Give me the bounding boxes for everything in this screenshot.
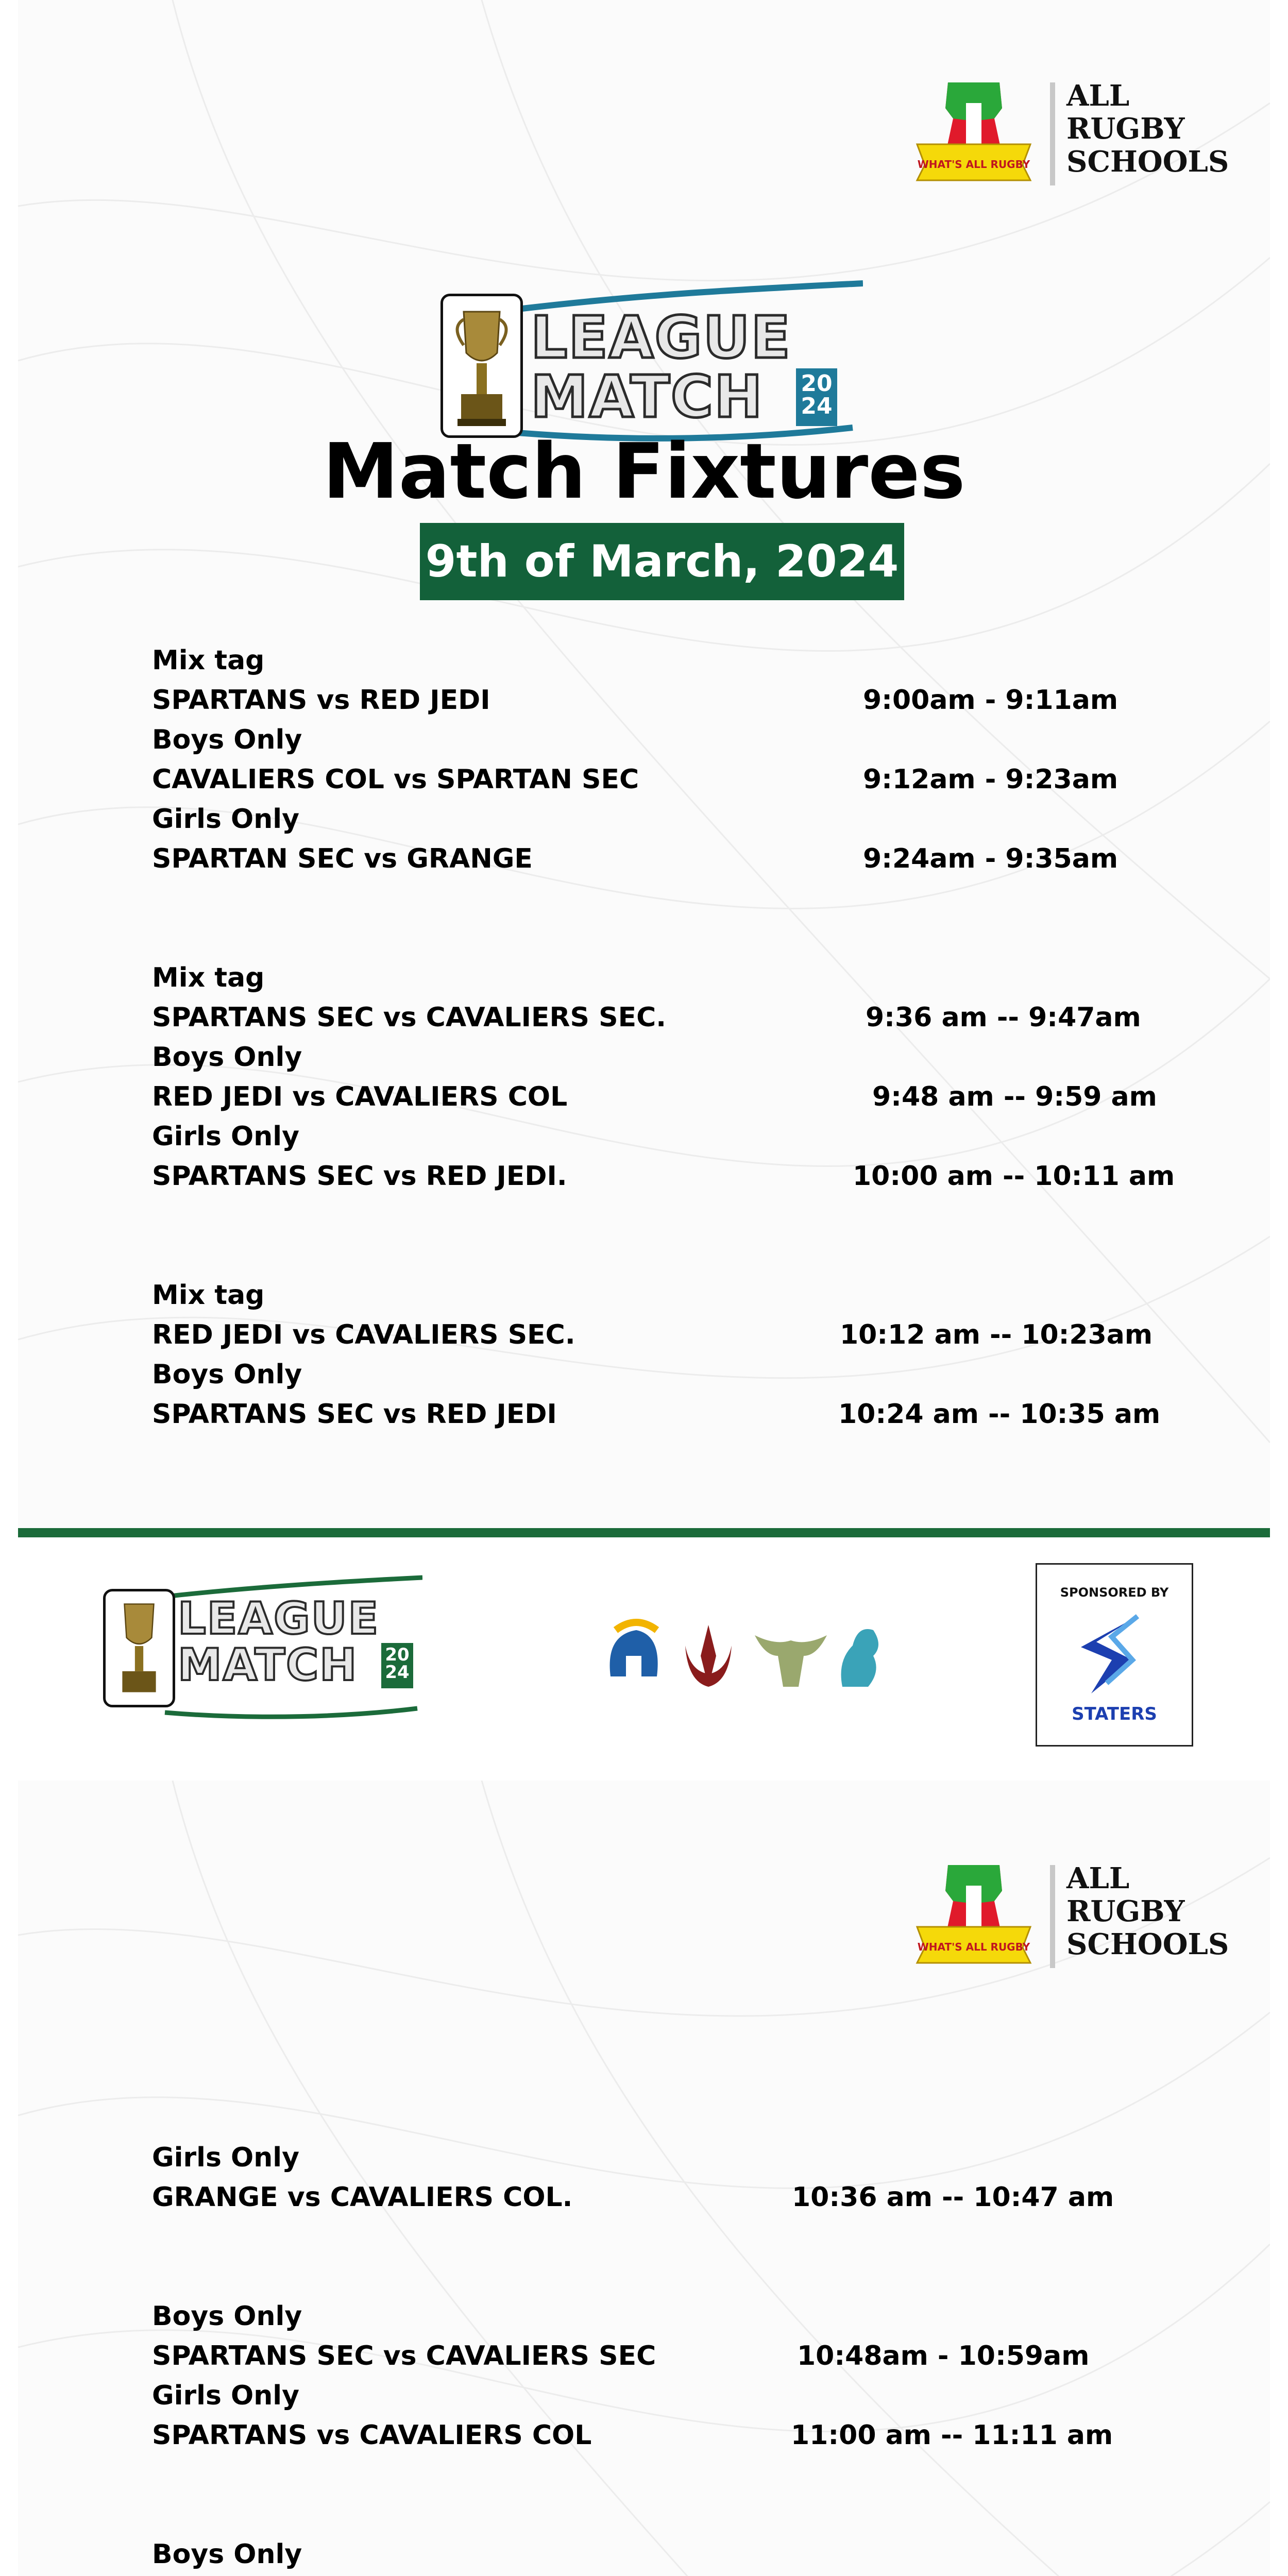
page-title: Match Fixtures: [323, 427, 965, 516]
fixture-label: Mix tag: [152, 1280, 265, 1311]
fixture-label: Boys Only: [152, 1359, 302, 1390]
all-rugby-schools-logo: [912, 1855, 1229, 1973]
fixture-time: 10:00 am -- 10:11 am: [853, 1161, 1175, 1192]
trophy-icon: [443, 296, 520, 435]
fixture-label: Mix tag: [152, 962, 265, 993]
footer-1: [18, 1537, 1270, 1782]
footer-league-logo: [103, 1573, 422, 1728]
fixture-match: SPARTANS SEC vs RED JEDI.: [152, 1161, 567, 1192]
sponsor-name: STATERS: [1072, 1704, 1157, 1724]
fixtures-page-1: [18, 0, 1270, 1528]
bull-skull-icon: [755, 1635, 827, 1687]
year-bottom: 24: [385, 1662, 410, 1683]
fixture-time: 9:12am - 9:23am: [863, 764, 1118, 795]
fixture-label: Boys Only: [152, 724, 302, 755]
spartan-helmet-icon: [610, 1622, 658, 1676]
year-bottom: 24: [801, 393, 833, 419]
logo-text: [1066, 79, 1229, 178]
match-word: MATCH: [531, 364, 764, 431]
fixture-label: Girls Only: [152, 1121, 299, 1152]
fixture-time: 9:24am - 9:35am: [863, 843, 1118, 874]
logo-divider: [1050, 82, 1055, 185]
fixture-match: SPARTANS SEC vs CAVALIERS SEC.: [152, 1002, 667, 1033]
logo-text: [1066, 1862, 1229, 1961]
fixtures-page-2: [18, 1781, 1270, 2576]
logo-line-3: SCHOOLS: [1066, 1927, 1229, 1961]
league-match-logo: [440, 278, 863, 448]
fixture-time: 10:24 am -- 10:35 am: [838, 1399, 1161, 1430]
crest-banner-text: WHAT'S ALL RUGBY: [917, 158, 1030, 171]
crest-banner-text: WHAT'S ALL RUGBY: [917, 1941, 1030, 1953]
fixture-label: Mix tag: [152, 645, 265, 676]
fixture-match: SPARTANS vs RED JEDI: [152, 685, 490, 716]
year-top: 20: [385, 1645, 410, 1665]
fixture-time: 10:36 am -- 10:47 am: [792, 2182, 1114, 2213]
crest-icon: [912, 72, 1036, 191]
fixture-match: SPARTANS SEC vs CAVALIERS SEC: [152, 2341, 656, 2371]
jedi-emblem-icon: [685, 1625, 732, 1687]
fixture-match: SPARTANS SEC vs RED JEDI: [152, 1399, 557, 1430]
green-divider: [18, 1528, 1270, 1537]
fixture-time: 10:12 am -- 10:23am: [840, 1319, 1153, 1350]
fixture-match: SPARTAN SEC vs GRANGE: [152, 843, 533, 874]
league-word: LEAGUE: [178, 1593, 380, 1645]
logo-line-3: SCHOOLS: [1066, 145, 1229, 179]
league-word: LEAGUE: [531, 304, 791, 371]
sponsor-box: [1036, 1563, 1193, 1747]
year-badge: [381, 1643, 413, 1688]
fixture-match: CAVALIERS COL vs SPARTAN SEC: [152, 764, 639, 795]
fixture-match: SPARTANS vs CAVALIERS COL: [152, 2420, 592, 2451]
fixture-label: Boys Only: [152, 2539, 302, 2570]
fixture-time: 9:36 am -- 9:47am: [866, 1002, 1141, 1033]
logo-line-1: ALL: [1066, 1861, 1130, 1895]
fixture-label: Boys Only: [152, 1042, 302, 1073]
fixture-label: Girls Only: [152, 804, 299, 835]
all-rugby-schools-logo: [912, 72, 1229, 191]
team-emblems: [600, 1615, 889, 1697]
fixture-time: 9:00am - 9:11am: [863, 685, 1118, 716]
trophy-icon: [106, 1591, 173, 1705]
fixture-label: Girls Only: [152, 2380, 299, 2411]
match-word: MATCH: [178, 1639, 358, 1691]
fixture-label: Girls Only: [152, 2142, 299, 2173]
fixture-time: 9:48 am -- 9:59 am: [872, 1081, 1157, 1112]
fixture-time: 11:00 am -- 11:11 am: [791, 2420, 1113, 2451]
logo-line-2: RUGBY: [1066, 1894, 1185, 1928]
fixture-time: 10:48am - 10:59am: [797, 2341, 1090, 2371]
staters-logo-icon: [1076, 1611, 1153, 1699]
crest-icon: [912, 1855, 1036, 1973]
dragon-head-icon: [841, 1629, 879, 1687]
logo-line-2: RUGBY: [1066, 112, 1185, 146]
fixture-match: GRANGE vs CAVALIERS COL.: [152, 2182, 573, 2213]
trophy-frame: [440, 294, 523, 438]
logo-divider: [1050, 1865, 1055, 1968]
trophy-frame: [103, 1589, 175, 1707]
fixture-match: RED JEDI vs CAVALIERS COL: [152, 1081, 568, 1112]
date-banner: 9th of March, 2024: [420, 523, 904, 600]
sponsor-label: SPONSORED BY: [1060, 1585, 1169, 1600]
fixture-match: RED JEDI vs CAVALIERS SEC.: [152, 1319, 575, 1350]
fixture-label: Boys Only: [152, 2301, 302, 2332]
year-badge: [796, 368, 837, 426]
year-top: 20: [801, 370, 833, 397]
logo-line-1: ALL: [1066, 79, 1130, 113]
